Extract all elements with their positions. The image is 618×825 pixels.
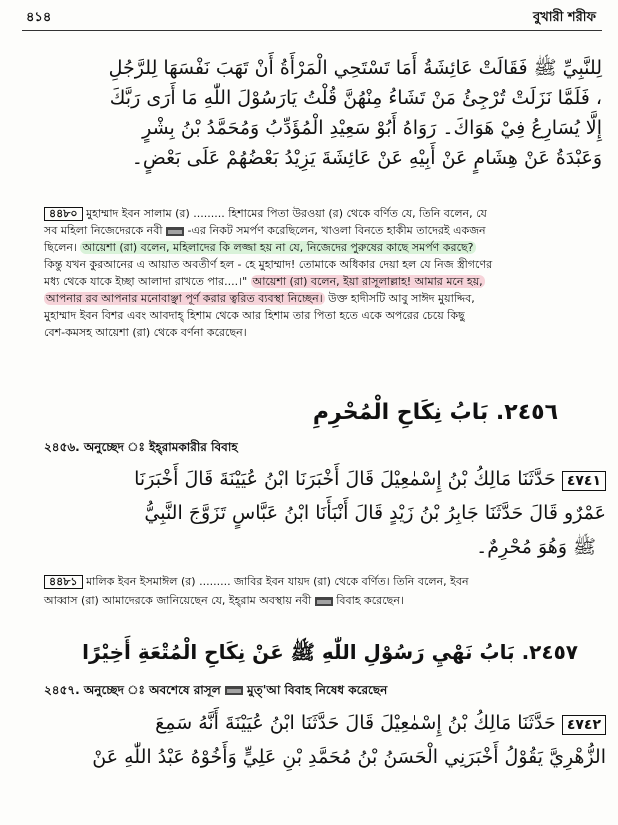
arabic-line: ، فَلَمَّا نَزَلَتْ تُرْجِئُ مَنْ تَشَاءُ مِنْهُنَّ قُلْتُ يَارَسُوْلَ اللّٰهِ مَا أَرَى رَبَّكَ (109, 87, 602, 109)
text-line: বেশ-কমসহ আয়েশা (রা) থেকে বর্ণনা করেছেন। (44, 326, 247, 339)
text-line: -এর নিকট সমর্পণ করেছিলেন, খাওলা বিনতে হাকীম তাদেরই একজন (187, 224, 486, 237)
arabic-line: لِلنَّبِيِّ ﷺ فَقَالَتْ عَائِشَةُ أَمَا تَسْتَحِي الْمَرْأَةُ أَنْ تَهَبَ نَفْسَهَا لِلرَّجُلِ (108, 57, 602, 79)
hadith-4742-arabic (40, 706, 606, 774)
chapter-2456-heading: ২৪৫৬. অনুচ্ছেদ ঃ ইহ্‌রামকারীর বিবাহ (44, 440, 238, 454)
text-line: মধ্য থেকে যাকে ইচ্ছা আলাদা রাখতে পার....।" (44, 275, 251, 288)
arabic-line: حَدَّثَنَا مَالِكُ بْنُ إِسْمٰعِيْلَ قَالَ أَخْبَرَنَا ابْنُ عُيَيْنَةَ قَالَ أَخْبَرَنَا (134, 468, 556, 490)
text-line: মুহাম্মাদ ইবন সালাম (র) ......... হিশামের পিতা উরওয়া (র) থেকে বর্ণিত যে, তিনি বলেন, যে (86, 207, 487, 220)
header-rule (22, 30, 602, 31)
chapter-2457-heading (44, 684, 387, 697)
hadith-4480 (44, 207, 604, 343)
highlight-pink: আপনার রব আপনার মনোবাঞ্ছা পূর্ণ করার ত্বরিত ব্যবস্থা নিচ্ছেন। (46, 292, 323, 305)
arabic-line: وَعَبْدَةُ عَنْ هِشَامٍ عَنْ أَبِيْهِ عَنْ عَائِشَةَ يَزِيْدُ بَعْضُهُمْ عَلَى بَعْضٍ۔ (131, 147, 602, 169)
text-line: বিবাহ করেছেন। (336, 594, 404, 607)
arabic-line: ﷺ وَهُوَ مُحْرِمٌ۔ (476, 536, 596, 558)
text-line: সব মহিলা নিজেদেরকে নবী (44, 224, 163, 237)
text-line: মালিক ইবন ইসমাঈল (র) ......... জাবির ইবন যায়দ (রা) থেকে বর্ণিত। তিনি বলেন, ইবন (86, 575, 469, 588)
salutation-icon (225, 686, 243, 695)
arabic-line: إِلَّا يُسَارِعُ فِيْ هَوَاكَ۔ رَوَاهُ أَبُوْ سَعِيْدِ الْمُؤَدِّبُ وَمُحَمَّدُ بْنُ بِشْرٍ (142, 117, 602, 139)
arabic-line: حَدَّثَنَا مَالِكُ بْنُ إِسْمٰعِيْلَ قَالَ حَدَّثَنَا ابْنُ عُيَيْنَةَ أَنَّهُ سَمِعَ (155, 712, 556, 734)
hadith-number-box: ٤٧٤٢ (562, 715, 606, 735)
hadith-4741-arabic (40, 462, 606, 564)
page-header (0, 0, 618, 32)
highlight-green: আয়েশা (রা) বলেন, মহিলাদের কি লজ্জা হয় না যে, নিজেদের পুরুষের কাছে সমর্পণ করছে? (82, 241, 474, 254)
heading-text: মুত্‌'আ বিবাহ নিষেধ করেছেন (247, 683, 388, 697)
book-title: বুখারী শরীফ (532, 10, 596, 25)
text-line: কিন্তু যখন কুরআনের এ আয়াত অবতীর্ণ হল - হে মুহাম্মাদ! তোমাকে অধিকার দেয়া হল যে নিজ স্ত্রীগণের (44, 258, 493, 271)
chapter-2457-arabic: ٢٤٥٧. بَابُ نَهْيِ رَسُوْلِ اللّٰهِ ﷺ عَنْ نِكَاحِ الْمُتْعَةِ أَخِيْرًا (82, 640, 578, 664)
text-line: উক্ত হাদীসটি আবু সাঈদ মুয়াদ্দিব, (324, 292, 475, 305)
text-line: মুহাম্মাদ ইবন বিশর এবং আবদাহ্ হিশাম থেকে আর হিশাম তার পিতা হতে একে অপরের চেয়ে কিছু (44, 309, 465, 322)
highlight-pink: আয়েশা (রা) বলেন, ইয়া রাসূলাল্লাহ! আমার মনে হয়, (252, 275, 483, 288)
heading-text: ২৪৫৭. অনুচ্ছেদ ঃ অবশেষে রাসূল (44, 683, 221, 697)
text-line: আব্বাস (রা) আমাদেরকে জানিয়েছেন যে, ইহ্‌রাম অবস্থায় নবী (44, 594, 312, 607)
text-line: ছিলেন। (44, 241, 81, 254)
salutation-icon (315, 597, 333, 606)
hadith-4481 (44, 575, 604, 613)
page-number: ৪১৪ (26, 10, 52, 25)
salutation-icon (166, 227, 184, 236)
hadith-number-box: ৪৪৮১ (44, 575, 83, 589)
chapter-2456-arabic: ٢٤٥٦. بَابُ نِكَاحِ الْمُحْرِمِ (312, 400, 558, 425)
arabic-block-top (22, 52, 602, 172)
arabic-line: عَمْرٌو قَالَ حَدَّثَنَا جَابِرُ بْنُ زَيْدٍ قَالَ أَنْبَأَنَا ابْنُ عَبَّاسٍ تَزَوَّجَ النَّبِيُّ (144, 502, 606, 524)
arabic-line: الزُّهْرِيَّ يَقُوْلُ أَخْبَرَنِي الْحَسَنُ بْنُ مُحَمَّدِ بْنِ عَلِيٍّ وَأَخُوْهُ عَبْدُ اللّٰهِ عَنْ (92, 746, 606, 768)
hadith-number-box: ٤٧٤١ (562, 471, 606, 491)
hadith-number-box: ৪৪৮০ (44, 207, 83, 221)
